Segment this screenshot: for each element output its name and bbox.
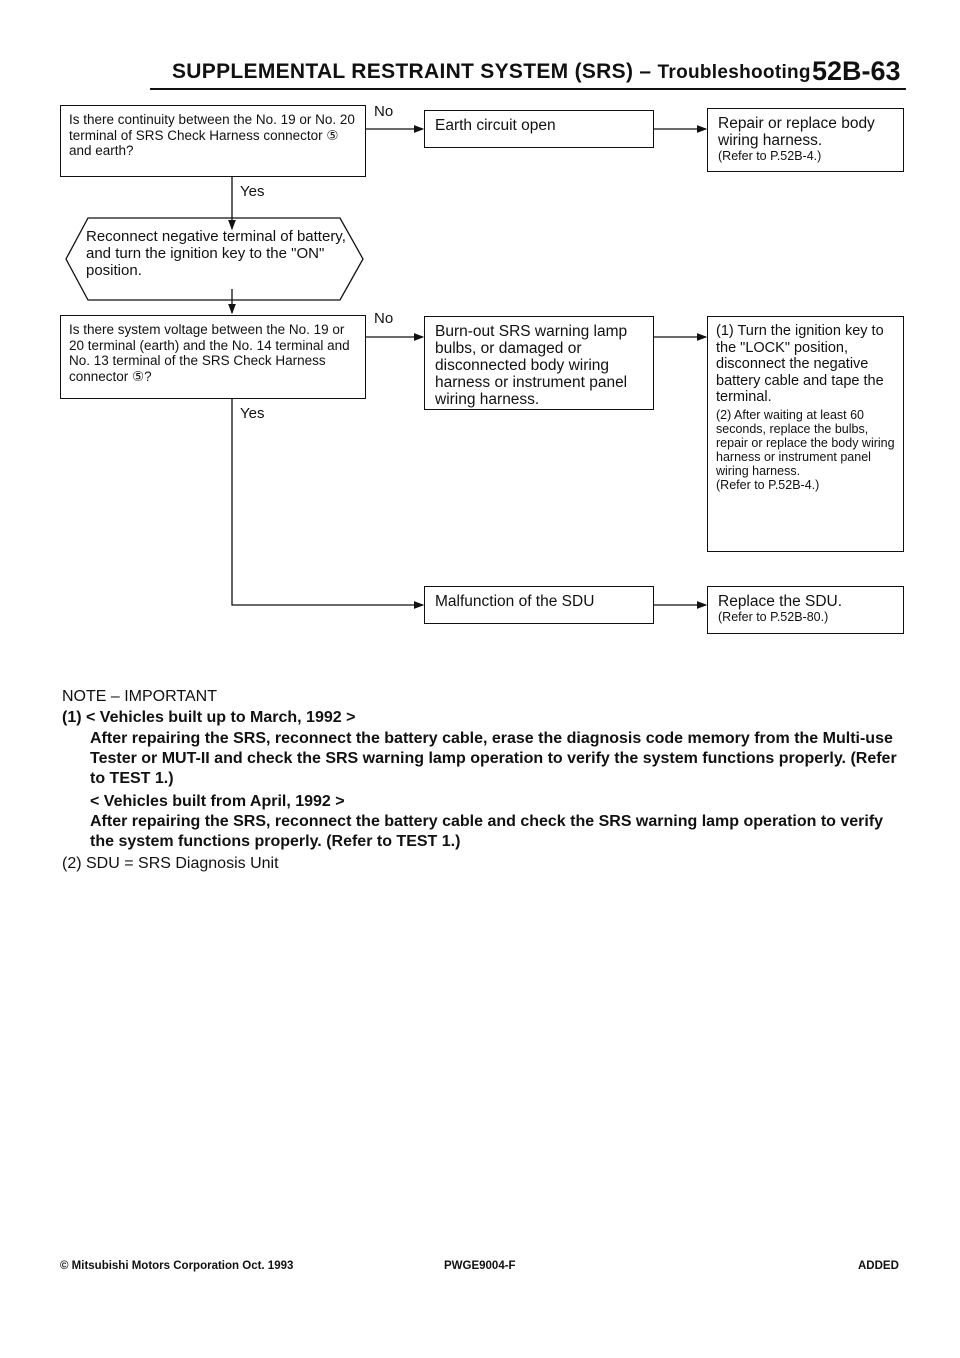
question-1-box	[60, 105, 366, 177]
result-burnout-text: Burn-out SRS warning lamp bulbs, or damaged or disconnected body wiring harness or instrument panel wiring harness.	[435, 323, 628, 408]
page-number: 52B-63	[812, 56, 901, 86]
action-bulbs-box	[707, 316, 904, 552]
q2-yes-label: Yes	[240, 405, 265, 422]
result-burnout-box	[424, 316, 654, 410]
footer-status: ADDED	[858, 1260, 899, 1272]
footer-code: PWGE9004-F	[444, 1260, 516, 1272]
title-sub: Troubleshooting	[657, 62, 811, 83]
note-heading: NOTE – IMPORTANT	[62, 688, 217, 705]
q1-no-label: No	[374, 103, 394, 120]
question-2-text: Is there system voltage between the No. 19 or 20 terminal (earth) and the No. 14 terminal and No. 13 terminal of the SRS Check Harness connector ⑤?	[69, 322, 350, 384]
result-sdu-text: Malfunction of the SDU	[435, 593, 595, 610]
note-2: (2) SDU = SRS Diagnosis Unit	[62, 855, 279, 872]
note-1b-heading: < Vehicles built from April, 1992 >	[90, 793, 345, 810]
action-bulbs-step2: (2) After waiting at least 60 seconds, replace the bulbs, repair or replace the body wiring harness or instrument panel wiring harness.	[716, 407, 895, 478]
note-1b-body: After repairing the SRS, reconnect the battery cable and check the SRS warning lamp operation to verify the system functions properly. (Refer to TEST 1.)	[90, 813, 884, 850]
action-replace-sdu-text: Replace the SDU.	[718, 593, 843, 610]
action-repair-ref: (Refer to P.52B-4.)	[718, 149, 822, 163]
action-replace-sdu-ref: (Refer to P.52B-80.)	[718, 610, 829, 624]
action-repair-box	[707, 108, 904, 172]
title-main: SUPPLEMENTAL RESTRAINT SYSTEM (SRS) –	[172, 60, 652, 83]
result-sdu-box	[424, 586, 654, 624]
question-1-text: Is there continuity between the No. 19 or No. 20 terminal of SRS Check Harness connector ⑤ and earth?	[69, 112, 355, 158]
action-bulbs-ref: (Refer to P.52B-4.)	[716, 477, 820, 492]
footer-copyright: © Mitsubishi Motors Corporation Oct. 1993	[60, 1260, 294, 1272]
action-repair-text: Repair or replace body wiring harness.	[718, 115, 875, 149]
result-earth-open-box	[424, 110, 654, 148]
step-reconnect-text: Reconnect negative terminal of battery, and turn the ignition key to the "ON" position.	[86, 228, 346, 279]
note-1-body: After repairing the SRS, reconnect the battery cable, erase the diagnosis code memory from the Multi-use Tester or MUT-II and check the SRS warning lamp operation to verify the system functions properly. (Refer to TEST 1.)	[90, 730, 897, 787]
arrow-q2-yes	[232, 399, 423, 605]
q2-no-label: No	[374, 310, 394, 327]
q1-yes-label: Yes	[240, 183, 265, 200]
question-2-box	[60, 315, 366, 399]
result-earth-open-text: Earth circuit open	[435, 117, 556, 134]
action-bulbs-step1: (1) Turn the ignition key to the "LOCK" position, disconnect the negative battery cable and tape the terminal.	[716, 323, 884, 405]
note-1-heading: (1) < Vehicles built up to March, 1992 >	[62, 709, 356, 726]
action-replace-sdu-box	[707, 586, 904, 634]
